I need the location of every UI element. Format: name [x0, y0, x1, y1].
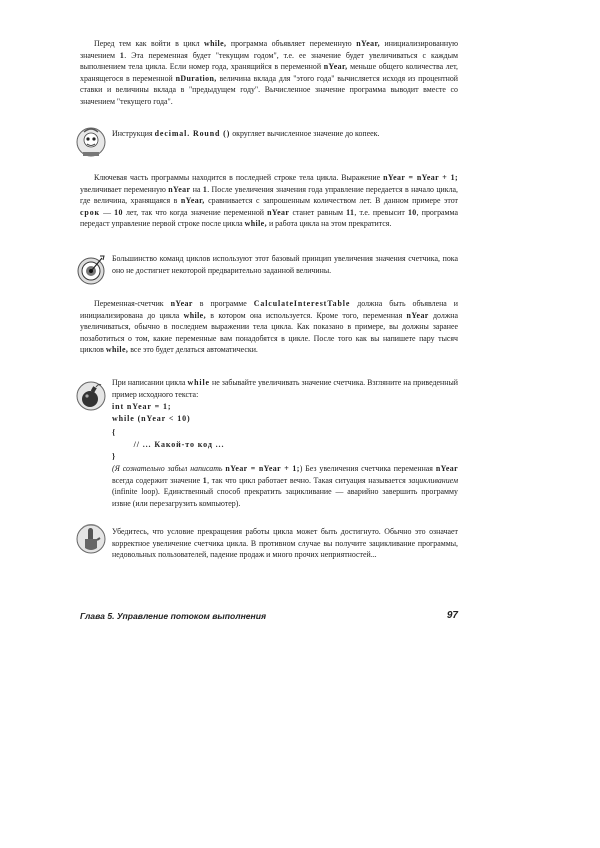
- note-infinite-loop: (Я сознательно забыл написать nYear = nYear + 1;) Без увеличения счетчика переменная nYear всегда содержит значение 1, так что цикл работает вечно. Такая ситуация называется зацикливанием (infinite loop). Единственный способ прекратить зацикливание — аварийно завершить программу извне (или перезагрузить компьютер).: [112, 464, 458, 508]
- paragraph-key-part: Ключевая часть программы находится в последней строке тела цикла. Выражение nYear = nYear + 1; увеличивает переменную nYear на 1. После увеличения значения года управление передается в начало цикла, где величина, хранящаяся в nYear, сравнивается с запрошенным количеством лет. В данном примере этот срок — 10 лет, так что когда значение переменной nYear станет равным 11, т.е. превысит 10, программа передаст управление первой строке после цикла while, и работа цикла на этом прекратится.: [80, 173, 459, 229]
- technical-stuff-icon: [75, 124, 107, 160]
- code-line-4: // ... Какой-то код ...: [122, 440, 225, 449]
- paragraph-counter-variable: Переменная-счетчик nYear в программе CalculateInterestTable должна быть объявлена и инициализирована до цикла while, в котором она используется. Кроме того, переменная nYear должна увеличиваться, обычно в последнем выражении тела цикла. Как показано в примере, вы должны заранее позаботиться о том, какие переменные вам понадобятся в цикле. После того как вы напишете пару тысяч циклов while, все это будет делаться автоматически.: [80, 299, 459, 355]
- note-round: Инструкция decimal. Round () округляет вычисленное значение до копеек.: [112, 129, 380, 138]
- bomb-icon: [75, 378, 107, 414]
- page-footer: [80, 611, 458, 621]
- note-termination-condition: Убедитесь, что условие прекращения работы цикла может быть достигнуто. Обычно это означает корректное увеличение счетчика цикла. В противном случае вы получите зацикливание программы, недовольных пользователей, падение продаж и много прочих неприятностей...: [112, 527, 458, 560]
- target-icon: [75, 252, 107, 288]
- page-number: 97: [446, 610, 458, 621]
- code-line-1: int nYear = 1;: [112, 402, 172, 411]
- paragraph-intro: Перед тем как войти в цикл while, программа объявляет переменную nYear, инициализированную значением 1. Эта переменная будет "текущим годом", т.е. ее значение будет увеличиваться с каждым выполнением тела цикла. Если номер года, хранящийся в переменной nYear, меньше общего количества лет, хранящегося в переменной nDuration, величина вклада для "этого года" вычисляется исходя из процентной ставки и величины вклада в "предыдущем году". Вычисленное значение программа выводит вместе со значением "текущего года".: [80, 39, 458, 106]
- chapter-title: Глава 5. Управление потоком выполнения: [80, 611, 267, 621]
- remember-icon: [75, 521, 107, 557]
- code-line-5: }: [112, 452, 117, 461]
- note-counter-principle: Большинство команд циклов используют этот базовый принцип увеличения значения счетчика, пока оно не достигнет некоторой предварительно заданной величины.: [112, 254, 458, 275]
- note-dont-forget: При написании цикла while не забывайте увеличивать значение счетчика. Взгляните на приведенный пример исходного текста:: [112, 378, 458, 399]
- code-line-3: {: [112, 428, 117, 437]
- code-line-2: while (nYear < 10): [112, 414, 191, 423]
